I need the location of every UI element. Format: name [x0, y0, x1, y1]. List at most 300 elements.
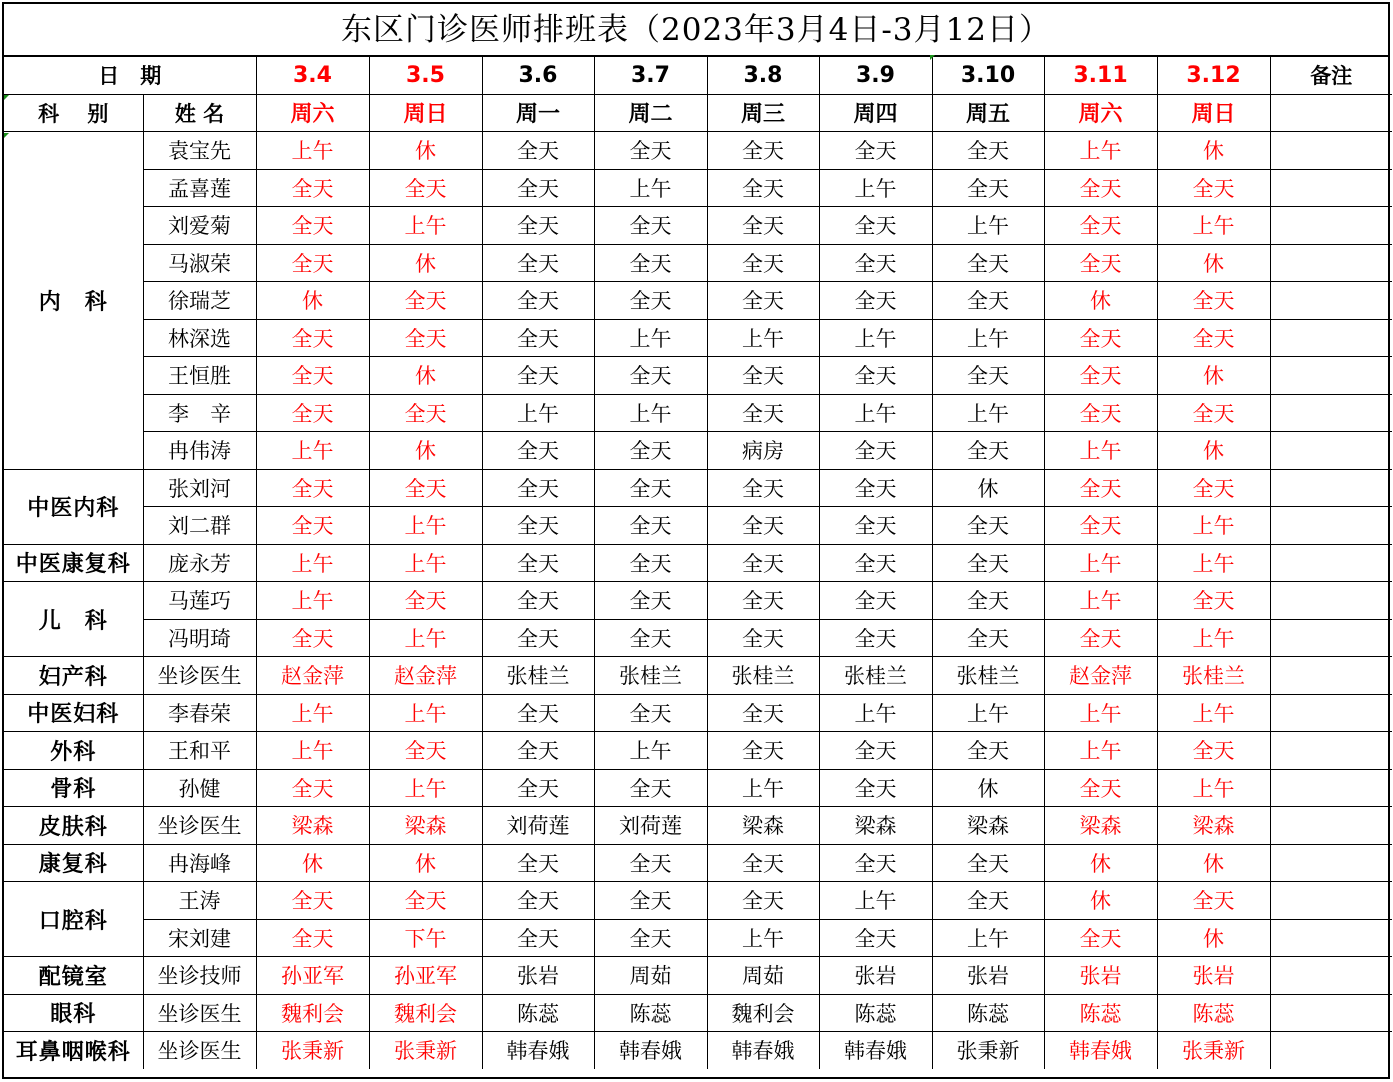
shift-cell: 上午 — [1044, 432, 1157, 470]
doctor-name-cell: 林深选 — [143, 319, 256, 357]
shift-cell: 上午 — [819, 882, 932, 920]
remark-cell — [1270, 957, 1392, 995]
shift-cell: 上午 — [594, 319, 707, 357]
shift-cell: 休 — [1044, 282, 1157, 320]
shift-cell: 休 — [932, 769, 1044, 807]
shift-cell: 上午 — [1157, 769, 1270, 807]
shift-cell: 梁森 — [369, 807, 482, 845]
shift-cell: 全天 — [594, 844, 707, 882]
shift-cell: 张岩 — [1044, 957, 1157, 995]
shift-cell: 全天 — [482, 769, 594, 807]
shift-cell: 全天 — [1044, 394, 1157, 432]
shift-cell: 休 — [369, 844, 482, 882]
shift-cell: 张岩 — [482, 957, 594, 995]
shift-cell: 全天 — [256, 357, 369, 395]
shift-cell: 全天 — [707, 207, 819, 245]
shift-cell: 全天 — [707, 544, 819, 582]
remark-cell — [1270, 207, 1392, 245]
shift-cell: 韩春娥 — [819, 1032, 932, 1069]
shift-cell: 上午 — [1044, 132, 1157, 170]
table-row — [4, 694, 1392, 732]
doctor-name-cell: 袁宝先 — [143, 132, 256, 170]
shift-cell: 全天 — [482, 619, 594, 657]
shift-cell: 陈蕊 — [1157, 994, 1270, 1032]
shift-cell: 赵金萍 — [1044, 657, 1157, 695]
shift-cell: 全天 — [707, 882, 819, 920]
department-cell: 配镜室 — [4, 957, 143, 995]
shift-cell: 全天 — [594, 207, 707, 245]
shift-cell: 上午 — [932, 694, 1044, 732]
doctor-name-cell: 张刘河 — [143, 469, 256, 507]
shift-cell: 全天 — [256, 169, 369, 207]
shift-cell: 全天 — [369, 319, 482, 357]
shift-cell: 休 — [1157, 844, 1270, 882]
shift-cell: 全天 — [594, 619, 707, 657]
date-header-row — [4, 57, 1392, 94]
department-cell: 骨科 — [4, 769, 143, 807]
shift-cell: 上午 — [1157, 544, 1270, 582]
department-cell: 中医妇科 — [4, 694, 143, 732]
shift-cell: 休 — [1157, 919, 1270, 957]
shift-cell: 上午 — [707, 319, 819, 357]
shift-cell: 全天 — [707, 582, 819, 620]
shift-cell: 上午 — [369, 507, 482, 545]
remark-cell — [1270, 694, 1392, 732]
shift-cell: 全天 — [932, 432, 1044, 470]
shift-cell: 全天 — [707, 732, 819, 770]
shift-cell: 张岩 — [819, 957, 932, 995]
shift-cell: 张桂兰 — [1157, 657, 1270, 695]
shift-cell: 休 — [1157, 244, 1270, 282]
shift-cell: 全天 — [1044, 244, 1157, 282]
date-cell: 3.12 — [1157, 57, 1270, 94]
table-row — [4, 657, 1392, 695]
shift-cell: 赵金萍 — [369, 657, 482, 695]
shift-cell: 上午 — [369, 619, 482, 657]
shift-cell: 休 — [1157, 357, 1270, 395]
shift-cell: 全天 — [819, 207, 932, 245]
remark-cell — [1270, 507, 1392, 545]
department-cell: 外科 — [4, 732, 143, 770]
doctor-name-cell: 李 辛 — [143, 394, 256, 432]
shift-cell: 全天 — [594, 432, 707, 470]
weekday-cell: 周六 — [256, 94, 369, 132]
weekday-cell: 周日 — [1157, 94, 1270, 132]
shift-cell: 上午 — [819, 319, 932, 357]
shift-cell: 全天 — [482, 732, 594, 770]
shift-cell: 全天 — [819, 469, 932, 507]
table-row — [4, 432, 1392, 470]
shift-cell: 休 — [1157, 132, 1270, 170]
shift-cell: 韩春娥 — [594, 1032, 707, 1069]
doctor-name-cell: 刘爱菊 — [143, 207, 256, 245]
department-header: 科 别 — [4, 94, 143, 132]
shift-cell: 上午 — [819, 394, 932, 432]
shift-cell: 上午 — [932, 919, 1044, 957]
shift-cell: 休 — [369, 132, 482, 170]
shift-cell: 上午 — [932, 319, 1044, 357]
shift-cell: 陈蕊 — [482, 994, 594, 1032]
table-row — [4, 282, 1392, 320]
table-row — [4, 1032, 1392, 1069]
shift-cell: 全天 — [594, 244, 707, 282]
shift-cell: 全天 — [482, 694, 594, 732]
department-cell: 妇产科 — [4, 657, 143, 695]
shift-cell: 上午 — [1157, 694, 1270, 732]
table-row — [4, 244, 1392, 282]
department-cell: 儿 科 — [4, 582, 143, 657]
shift-cell: 上午 — [1044, 582, 1157, 620]
shift-cell: 全天 — [932, 732, 1044, 770]
date-cell: 3.9 — [819, 57, 932, 94]
shift-cell: 全天 — [932, 544, 1044, 582]
shift-cell: 梁森 — [707, 807, 819, 845]
doctor-name-cell: 马淑荣 — [143, 244, 256, 282]
shift-cell: 全天 — [819, 582, 932, 620]
shift-cell: 全天 — [1044, 919, 1157, 957]
shift-cell: 全天 — [594, 357, 707, 395]
table-row — [4, 919, 1392, 957]
doctor-name-cell: 王恒胜 — [143, 357, 256, 395]
shift-cell: 休 — [1044, 882, 1157, 920]
doctor-name-cell: 徐瑞芝 — [143, 282, 256, 320]
shift-cell: 上午 — [594, 394, 707, 432]
table-row — [4, 319, 1392, 357]
shift-cell: 上午 — [369, 544, 482, 582]
shift-cell: 张岩 — [932, 957, 1044, 995]
shift-cell: 张桂兰 — [482, 657, 594, 695]
remark-cell — [1270, 844, 1392, 882]
table-row — [4, 544, 1392, 582]
table-row — [4, 507, 1392, 545]
table-row — [4, 357, 1392, 395]
shift-cell: 上午 — [369, 207, 482, 245]
shift-cell: 全天 — [482, 882, 594, 920]
doctor-name-cell: 冉伟涛 — [143, 432, 256, 470]
shift-cell: 全天 — [1157, 882, 1270, 920]
shift-cell: 梁森 — [932, 807, 1044, 845]
shift-cell: 全天 — [819, 507, 932, 545]
shift-cell: 张秉新 — [256, 1032, 369, 1069]
table-row — [4, 957, 1392, 995]
remark-cell — [1270, 469, 1392, 507]
shift-cell: 全天 — [482, 357, 594, 395]
shift-cell: 全天 — [369, 169, 482, 207]
remark-cell — [1270, 732, 1392, 770]
remark-cell — [1270, 994, 1392, 1032]
shift-cell: 全天 — [1157, 319, 1270, 357]
shift-cell: 上午 — [707, 919, 819, 957]
table-row — [4, 169, 1392, 207]
shift-cell: 全天 — [707, 694, 819, 732]
shift-cell: 全天 — [482, 582, 594, 620]
department-cell: 皮肤科 — [4, 807, 143, 845]
shift-cell: 下午 — [369, 919, 482, 957]
shift-cell: 上午 — [932, 207, 1044, 245]
doctor-name-cell: 坐诊医生 — [143, 807, 256, 845]
table-row — [4, 994, 1392, 1032]
doctor-name-cell: 王涛 — [143, 882, 256, 920]
table-row — [4, 807, 1392, 845]
doctor-name-cell: 坐诊医生 — [143, 657, 256, 695]
shift-cell: 全天 — [482, 282, 594, 320]
shift-cell: 全天 — [369, 469, 482, 507]
shift-cell: 上午 — [819, 169, 932, 207]
shift-cell: 上午 — [256, 582, 369, 620]
shift-cell: 全天 — [707, 507, 819, 545]
table-row — [4, 394, 1392, 432]
shift-cell: 全天 — [707, 619, 819, 657]
shift-cell: 上午 — [1044, 694, 1157, 732]
page-title: 东区门诊医师排班表（2023年3月4日-3月12日） — [4, 4, 1388, 57]
shift-cell: 休 — [369, 432, 482, 470]
table-row — [4, 207, 1392, 245]
shift-cell: 全天 — [369, 282, 482, 320]
shift-cell: 全天 — [482, 169, 594, 207]
remark-cell — [1270, 169, 1392, 207]
shift-cell: 全天 — [482, 244, 594, 282]
shift-cell: 陈蕊 — [819, 994, 932, 1032]
doctor-name-cell: 冉海峰 — [143, 844, 256, 882]
department-cell: 耳鼻咽喉科 — [4, 1032, 143, 1069]
weekday-header-row — [4, 94, 1392, 132]
shift-cell: 全天 — [819, 769, 932, 807]
name-header: 姓 名 — [143, 94, 256, 132]
shift-cell: 全天 — [482, 469, 594, 507]
shift-cell: 休 — [256, 844, 369, 882]
doctor-name-cell: 李春荣 — [143, 694, 256, 732]
shift-cell: 上午 — [369, 769, 482, 807]
shift-cell: 全天 — [707, 244, 819, 282]
date-cell: 3.7 — [594, 57, 707, 94]
shift-cell: 全天 — [932, 619, 1044, 657]
shift-cell: 全天 — [1044, 319, 1157, 357]
remark-header: 备注 — [1270, 57, 1392, 94]
doctor-name-cell: 冯明琦 — [143, 619, 256, 657]
remark-cell — [1270, 282, 1392, 320]
shift-cell: 全天 — [482, 544, 594, 582]
weekday-cell: 周六 — [1044, 94, 1157, 132]
shift-cell: 全天 — [369, 732, 482, 770]
schedule-sheet — [2, 2, 1390, 1079]
date-cell: 3.8 — [707, 57, 819, 94]
shift-cell: 全天 — [707, 132, 819, 170]
remark-cell — [1270, 319, 1392, 357]
shift-cell: 全天 — [1157, 732, 1270, 770]
remark-cell — [1270, 132, 1392, 170]
remark-cell — [1270, 244, 1392, 282]
shift-cell: 全天 — [369, 394, 482, 432]
table-row — [4, 132, 1392, 170]
remark-cell — [1270, 357, 1392, 395]
shift-cell: 周茹 — [707, 957, 819, 995]
shift-cell: 全天 — [1044, 207, 1157, 245]
shift-cell: 全天 — [482, 844, 594, 882]
shift-cell: 全天 — [819, 282, 932, 320]
shift-cell: 全天 — [1157, 169, 1270, 207]
weekday-cell: 周二 — [594, 94, 707, 132]
date-cell: 3.11 — [1044, 57, 1157, 94]
shift-cell: 张秉新 — [932, 1032, 1044, 1069]
shift-cell: 张桂兰 — [932, 657, 1044, 695]
shift-cell: 刘荷莲 — [482, 807, 594, 845]
shift-cell: 全天 — [819, 132, 932, 170]
department-cell: 眼科 — [4, 994, 143, 1032]
shift-cell: 上午 — [594, 732, 707, 770]
shift-cell: 上午 — [256, 694, 369, 732]
shift-cell: 全天 — [1044, 357, 1157, 395]
table-row — [4, 582, 1392, 620]
schedule-table — [4, 57, 1392, 1069]
department-cell: 内 科 — [4, 132, 143, 470]
shift-cell: 韩春娥 — [707, 1032, 819, 1069]
shift-cell: 周茹 — [594, 957, 707, 995]
date-cell: 3.6 — [482, 57, 594, 94]
date-cell: 3.10 — [932, 57, 1044, 94]
shift-cell: 全天 — [256, 207, 369, 245]
table-row — [4, 844, 1392, 882]
shift-cell: 孙亚军 — [369, 957, 482, 995]
shift-cell: 韩春娥 — [482, 1032, 594, 1069]
shift-cell: 梁森 — [256, 807, 369, 845]
date-cell: 3.5 — [369, 57, 482, 94]
shift-cell: 上午 — [1157, 507, 1270, 545]
doctor-name-cell: 坐诊医生 — [143, 1032, 256, 1069]
shift-cell: 全天 — [594, 694, 707, 732]
shift-cell: 全天 — [707, 357, 819, 395]
shift-cell: 全天 — [1044, 469, 1157, 507]
shift-cell: 休 — [369, 357, 482, 395]
table-row — [4, 732, 1392, 770]
shift-cell: 全天 — [256, 319, 369, 357]
shift-cell: 全天 — [256, 469, 369, 507]
remark-cell — [1270, 1032, 1392, 1069]
doctor-name-cell: 坐诊医生 — [143, 994, 256, 1032]
shift-cell: 全天 — [932, 582, 1044, 620]
remark-cell — [1270, 657, 1392, 695]
shift-cell: 全天 — [482, 919, 594, 957]
shift-cell: 全天 — [1157, 282, 1270, 320]
department-cell: 中医康复科 — [4, 544, 143, 582]
shift-cell: 上午 — [256, 544, 369, 582]
shift-cell: 全天 — [932, 169, 1044, 207]
shift-cell: 全天 — [932, 844, 1044, 882]
shift-cell: 休 — [932, 469, 1044, 507]
shift-cell: 刘荷莲 — [594, 807, 707, 845]
shift-cell: 全天 — [932, 282, 1044, 320]
cell-marker-icon — [4, 95, 9, 100]
shift-cell: 全天 — [256, 882, 369, 920]
shift-cell: 陈蕊 — [932, 994, 1044, 1032]
shift-cell: 上午 — [1044, 732, 1157, 770]
shift-cell: 陈蕊 — [1044, 994, 1157, 1032]
shift-cell: 全天 — [482, 507, 594, 545]
remark-cell — [1270, 882, 1392, 920]
doctor-name-cell: 宋刘建 — [143, 919, 256, 957]
shift-cell: 休 — [1044, 844, 1157, 882]
shift-cell: 张桂兰 — [819, 657, 932, 695]
shift-cell: 梁森 — [1044, 807, 1157, 845]
shift-cell: 全天 — [707, 394, 819, 432]
shift-cell: 全天 — [819, 844, 932, 882]
shift-cell: 全天 — [932, 357, 1044, 395]
weekday-cell: 周四 — [819, 94, 932, 132]
shift-cell: 全天 — [707, 282, 819, 320]
doctor-name-cell: 孙健 — [143, 769, 256, 807]
shift-cell: 休 — [256, 282, 369, 320]
shift-cell: 上午 — [707, 769, 819, 807]
shift-cell: 全天 — [707, 844, 819, 882]
shift-cell: 全天 — [256, 507, 369, 545]
shift-cell: 全天 — [1157, 582, 1270, 620]
shift-cell: 全天 — [594, 882, 707, 920]
shift-cell: 全天 — [594, 132, 707, 170]
shift-cell: 全天 — [369, 582, 482, 620]
shift-cell: 韩春娥 — [1044, 1032, 1157, 1069]
shift-cell: 休 — [1157, 432, 1270, 470]
cell-marker-icon — [4, 133, 9, 138]
shift-cell: 全天 — [1044, 619, 1157, 657]
shift-cell: 全天 — [482, 207, 594, 245]
shift-cell: 全天 — [256, 919, 369, 957]
shift-cell: 全天 — [256, 619, 369, 657]
shift-cell: 魏利会 — [369, 994, 482, 1032]
shift-cell: 全天 — [594, 582, 707, 620]
shift-cell: 全天 — [256, 769, 369, 807]
shift-cell: 全天 — [819, 919, 932, 957]
shift-cell: 休 — [369, 244, 482, 282]
shift-cell: 全天 — [819, 544, 932, 582]
shift-cell: 全天 — [932, 132, 1044, 170]
shift-cell: 全天 — [819, 357, 932, 395]
shift-cell: 张桂兰 — [594, 657, 707, 695]
shift-cell: 全天 — [1044, 169, 1157, 207]
shift-cell: 全天 — [369, 882, 482, 920]
doctor-name-cell: 孟喜莲 — [143, 169, 256, 207]
cell-marker-icon — [930, 55, 935, 60]
weekday-cell: 周一 — [482, 94, 594, 132]
remark-cell — [1270, 582, 1392, 620]
shift-cell: 上午 — [256, 732, 369, 770]
shift-cell: 上午 — [1157, 619, 1270, 657]
shift-cell: 上午 — [256, 132, 369, 170]
shift-cell: 全天 — [819, 244, 932, 282]
doctor-name-cell: 庞永芳 — [143, 544, 256, 582]
shift-cell: 全天 — [594, 507, 707, 545]
shift-cell: 张秉新 — [1157, 1032, 1270, 1069]
shift-cell: 上午 — [819, 694, 932, 732]
remark-cell — [1270, 544, 1392, 582]
shift-cell: 赵金萍 — [256, 657, 369, 695]
shift-cell: 全天 — [594, 282, 707, 320]
remark-cell — [1270, 919, 1392, 957]
shift-cell: 上午 — [1157, 207, 1270, 245]
shift-cell: 全天 — [256, 244, 369, 282]
shift-cell: 上午 — [594, 169, 707, 207]
shift-cell: 全天 — [932, 507, 1044, 545]
shift-cell: 陈蕊 — [594, 994, 707, 1032]
shift-cell: 魏利会 — [256, 994, 369, 1032]
weekday-cell: 周日 — [369, 94, 482, 132]
shift-cell: 全天 — [594, 919, 707, 957]
shift-cell: 上午 — [932, 394, 1044, 432]
shift-cell: 全天 — [1157, 394, 1270, 432]
shift-cell: 上午 — [369, 694, 482, 732]
shift-cell: 张秉新 — [369, 1032, 482, 1069]
shift-cell: 张桂兰 — [707, 657, 819, 695]
shift-cell: 全天 — [819, 619, 932, 657]
shift-cell: 病房 — [707, 432, 819, 470]
